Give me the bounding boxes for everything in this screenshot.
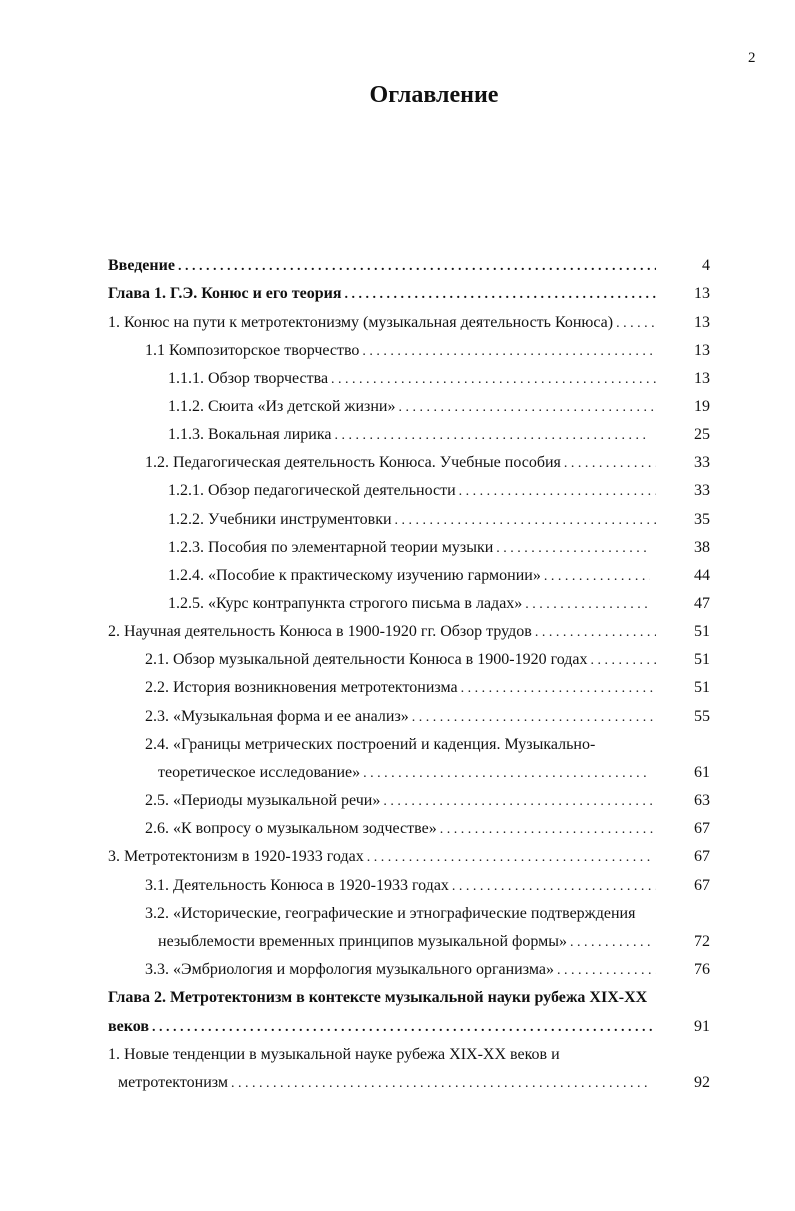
toc-entry-page: 38 xyxy=(694,539,710,556)
toc-entry-page: 13 xyxy=(694,342,710,359)
toc-entry-title: 2.2. История возникновения метротектонизма xyxy=(145,679,458,696)
toc-entry-page: 13 xyxy=(694,314,710,331)
toc-entry-page: 72 xyxy=(694,933,710,950)
toc-entry-2-6[interactable] xyxy=(145,815,658,843)
toc-entry-page: 4 xyxy=(702,257,710,274)
toc-entry-3-3[interactable] xyxy=(145,956,658,984)
toc-entry-title: 1.2.5. «Курс контрапункта строгого письма в ладах» xyxy=(168,595,523,612)
toc-entry-1-2-2[interactable] xyxy=(168,506,658,534)
toc-entry-page: 91 xyxy=(694,1018,710,1035)
toc-entry-page: 76 xyxy=(694,961,710,978)
toc-entry-title-continued: веков xyxy=(108,1018,149,1035)
leader-dots xyxy=(398,394,656,422)
toc-entry-title: 3.3. «Эмбриология и морфология музыкального организма» xyxy=(145,961,554,978)
toc-entry-page: 33 xyxy=(694,482,710,499)
leader-dots xyxy=(363,760,650,788)
leader-dots xyxy=(395,507,656,535)
toc-entry-1-2[interactable] xyxy=(145,449,658,477)
toc-entry-2-4-continued[interactable] xyxy=(158,759,652,787)
leader-dots xyxy=(459,478,656,506)
leader-dots xyxy=(564,450,656,478)
toc-entry-title: 2.1. Обзор музыкальной деятельности Конюса в 1900-1920 годах xyxy=(145,651,588,668)
leader-dots xyxy=(461,675,656,703)
toc-entry-page: 44 xyxy=(694,567,710,584)
leader-dots xyxy=(231,1070,650,1098)
toc-entry-3-2-continued[interactable] xyxy=(158,928,652,956)
leader-dots xyxy=(452,873,656,901)
toc-entry-title: 2.6. «К вопросу о музыкальном зодчестве» xyxy=(145,820,437,837)
toc-entry-title: 3. Метротектонизм в 1920-1933 годах xyxy=(108,848,364,865)
toc-entry-title: Глава 2. Метротектонизм в контексте музыкальной науки рубежа XIX-XX xyxy=(108,989,648,1006)
toc-entry-page: 25 xyxy=(694,426,710,443)
toc-entry-title-continued: теоретическое исследование» xyxy=(158,764,361,781)
toc-entry-page: 19 xyxy=(694,398,710,415)
toc-entry-section-3[interactable] xyxy=(108,843,652,871)
toc-entry-title: 1.1.3. Вокальная лирика xyxy=(168,426,332,443)
toc-entry-3-1[interactable] xyxy=(145,872,658,900)
toc-entry-page: 51 xyxy=(694,679,710,696)
toc-entry-chapter-2-section-1-continued[interactable] xyxy=(118,1069,652,1097)
toc-entry-title-continued: метротектонизм xyxy=(118,1074,228,1091)
toc-entry-title: 1.1.2. Сюита «Из детской жизни» xyxy=(168,398,396,415)
toc-entry-2-4[interactable] xyxy=(145,731,658,759)
toc-entry-title: 1. Конюс на пути к метротектонизму (музыкальная деятельность Конюса) xyxy=(108,314,614,331)
toc-entry-page: 92 xyxy=(694,1074,710,1091)
toc-entry-section-2[interactable] xyxy=(108,618,658,646)
toc-entry-page: 13 xyxy=(694,285,710,302)
toc-entry-page: 63 xyxy=(694,792,710,809)
leader-dots xyxy=(616,310,656,338)
toc-entry-chapter-2[interactable] xyxy=(108,984,668,1012)
toc-entry-section-1[interactable] xyxy=(108,309,658,337)
toc-entry-title: 3.2. «Исторические, географические и этнографические подтверждения xyxy=(145,905,636,922)
toc-entry-page: 33 xyxy=(694,454,710,471)
toc-entry-page: 51 xyxy=(694,651,710,668)
toc-entry-title: Глава 1. Г.Э. Конюс и его теория xyxy=(108,285,342,302)
toc-entry-title: 1.2.2. Учебники инструментовки xyxy=(168,511,392,528)
leader-dots xyxy=(544,563,650,591)
page-title: Оглавление xyxy=(369,82,499,108)
leader-dots xyxy=(335,422,651,450)
toc-entry-introduction[interactable] xyxy=(108,252,658,280)
leader-dots xyxy=(525,591,650,619)
leader-dots xyxy=(440,816,656,844)
toc-entry-page: 67 xyxy=(694,820,710,837)
toc-entry-3-2[interactable] xyxy=(145,900,658,928)
leader-dots xyxy=(178,253,656,281)
toc-entry-title: 1.2.1. Обзор педагогической деятельности xyxy=(168,482,456,499)
toc-entry-page: 35 xyxy=(694,511,710,528)
toc-entry-page: 47 xyxy=(694,595,710,612)
toc-entry-1-2-4[interactable] xyxy=(168,562,652,590)
leader-dots xyxy=(367,844,650,872)
toc-entry-chapter-2-continued[interactable] xyxy=(108,1013,658,1041)
toc-entry-2-1[interactable] xyxy=(145,646,658,674)
toc-entry-title: 1. Новые тенденции в музыкальной науке рубежа XIX-XX веков и xyxy=(108,1046,560,1063)
toc-entry-title: Введение xyxy=(108,257,175,274)
toc-entry-2-5[interactable] xyxy=(145,787,658,815)
toc-entry-1-1-1[interactable] xyxy=(168,365,658,393)
toc-entry-page: 55 xyxy=(694,708,710,725)
toc-entry-title: 1.2.3. Пособия по элементарной теории музыки xyxy=(168,539,494,556)
leader-dots xyxy=(412,704,656,732)
toc-entry-1-2-5[interactable] xyxy=(168,590,652,618)
toc-entry-title: 2.3. «Музыкальная форма и ее анализ» xyxy=(145,708,409,725)
leader-dots xyxy=(570,929,650,957)
toc-entry-1-1-2[interactable] xyxy=(168,393,658,421)
toc-entry-chapter-2-section-1[interactable] xyxy=(108,1041,658,1069)
toc-entry-1-2-3[interactable] xyxy=(168,534,652,562)
page-number: 2 xyxy=(748,50,756,66)
toc-entry-title: 2.5. «Периоды музыкальной речи» xyxy=(145,792,381,809)
toc-entry-page: 61 xyxy=(694,764,710,781)
toc-entry-title: 1.1 Композиторское творчество xyxy=(145,342,360,359)
toc-entry-1-1-3[interactable] xyxy=(168,421,652,449)
toc-entry-title: 2.4. «Границы метрических построений и каденция. Музыкально- xyxy=(145,736,596,753)
toc-entry-title: 2. Научная деятельность Конюса в 1900-1920 гг. Обзор трудов xyxy=(108,623,532,640)
toc-entry-title: 1.2.4. «Пособие к практическому изучению гармонии» xyxy=(168,567,541,584)
leader-dots xyxy=(345,281,657,309)
toc-entry-1-1[interactable] xyxy=(145,337,658,365)
toc-entry-1-2-1[interactable] xyxy=(168,477,658,505)
leader-dots xyxy=(383,788,656,816)
leader-dots xyxy=(591,647,656,675)
toc-entry-title: 3.1. Деятельность Конюса в 1920-1933 годах xyxy=(145,877,449,894)
toc-entry-2-2[interactable] xyxy=(145,674,658,702)
toc-entry-page: 51 xyxy=(694,623,710,640)
leader-dots xyxy=(331,366,656,394)
leader-dots xyxy=(557,957,656,985)
toc-entry-page: 67 xyxy=(694,877,710,894)
toc-entry-title: 1.2. Педагогическая деятельность Конюса. Учебные пособия xyxy=(145,454,561,471)
toc-entry-page: 67 xyxy=(694,848,710,865)
toc-entry-title: 1.1.1. Обзор творчества xyxy=(168,370,329,387)
toc-entry-chapter-1[interactable] xyxy=(108,280,658,308)
toc-entry-2-3[interactable] xyxy=(145,703,658,731)
leader-dots xyxy=(496,535,650,563)
leader-dots xyxy=(152,1014,656,1042)
leader-dots xyxy=(535,619,656,647)
leader-dots xyxy=(362,338,656,366)
toc-entry-title-continued: незыблемости временных принципов музыкальной формы» xyxy=(158,933,567,950)
toc-entry-page: 13 xyxy=(694,370,710,387)
